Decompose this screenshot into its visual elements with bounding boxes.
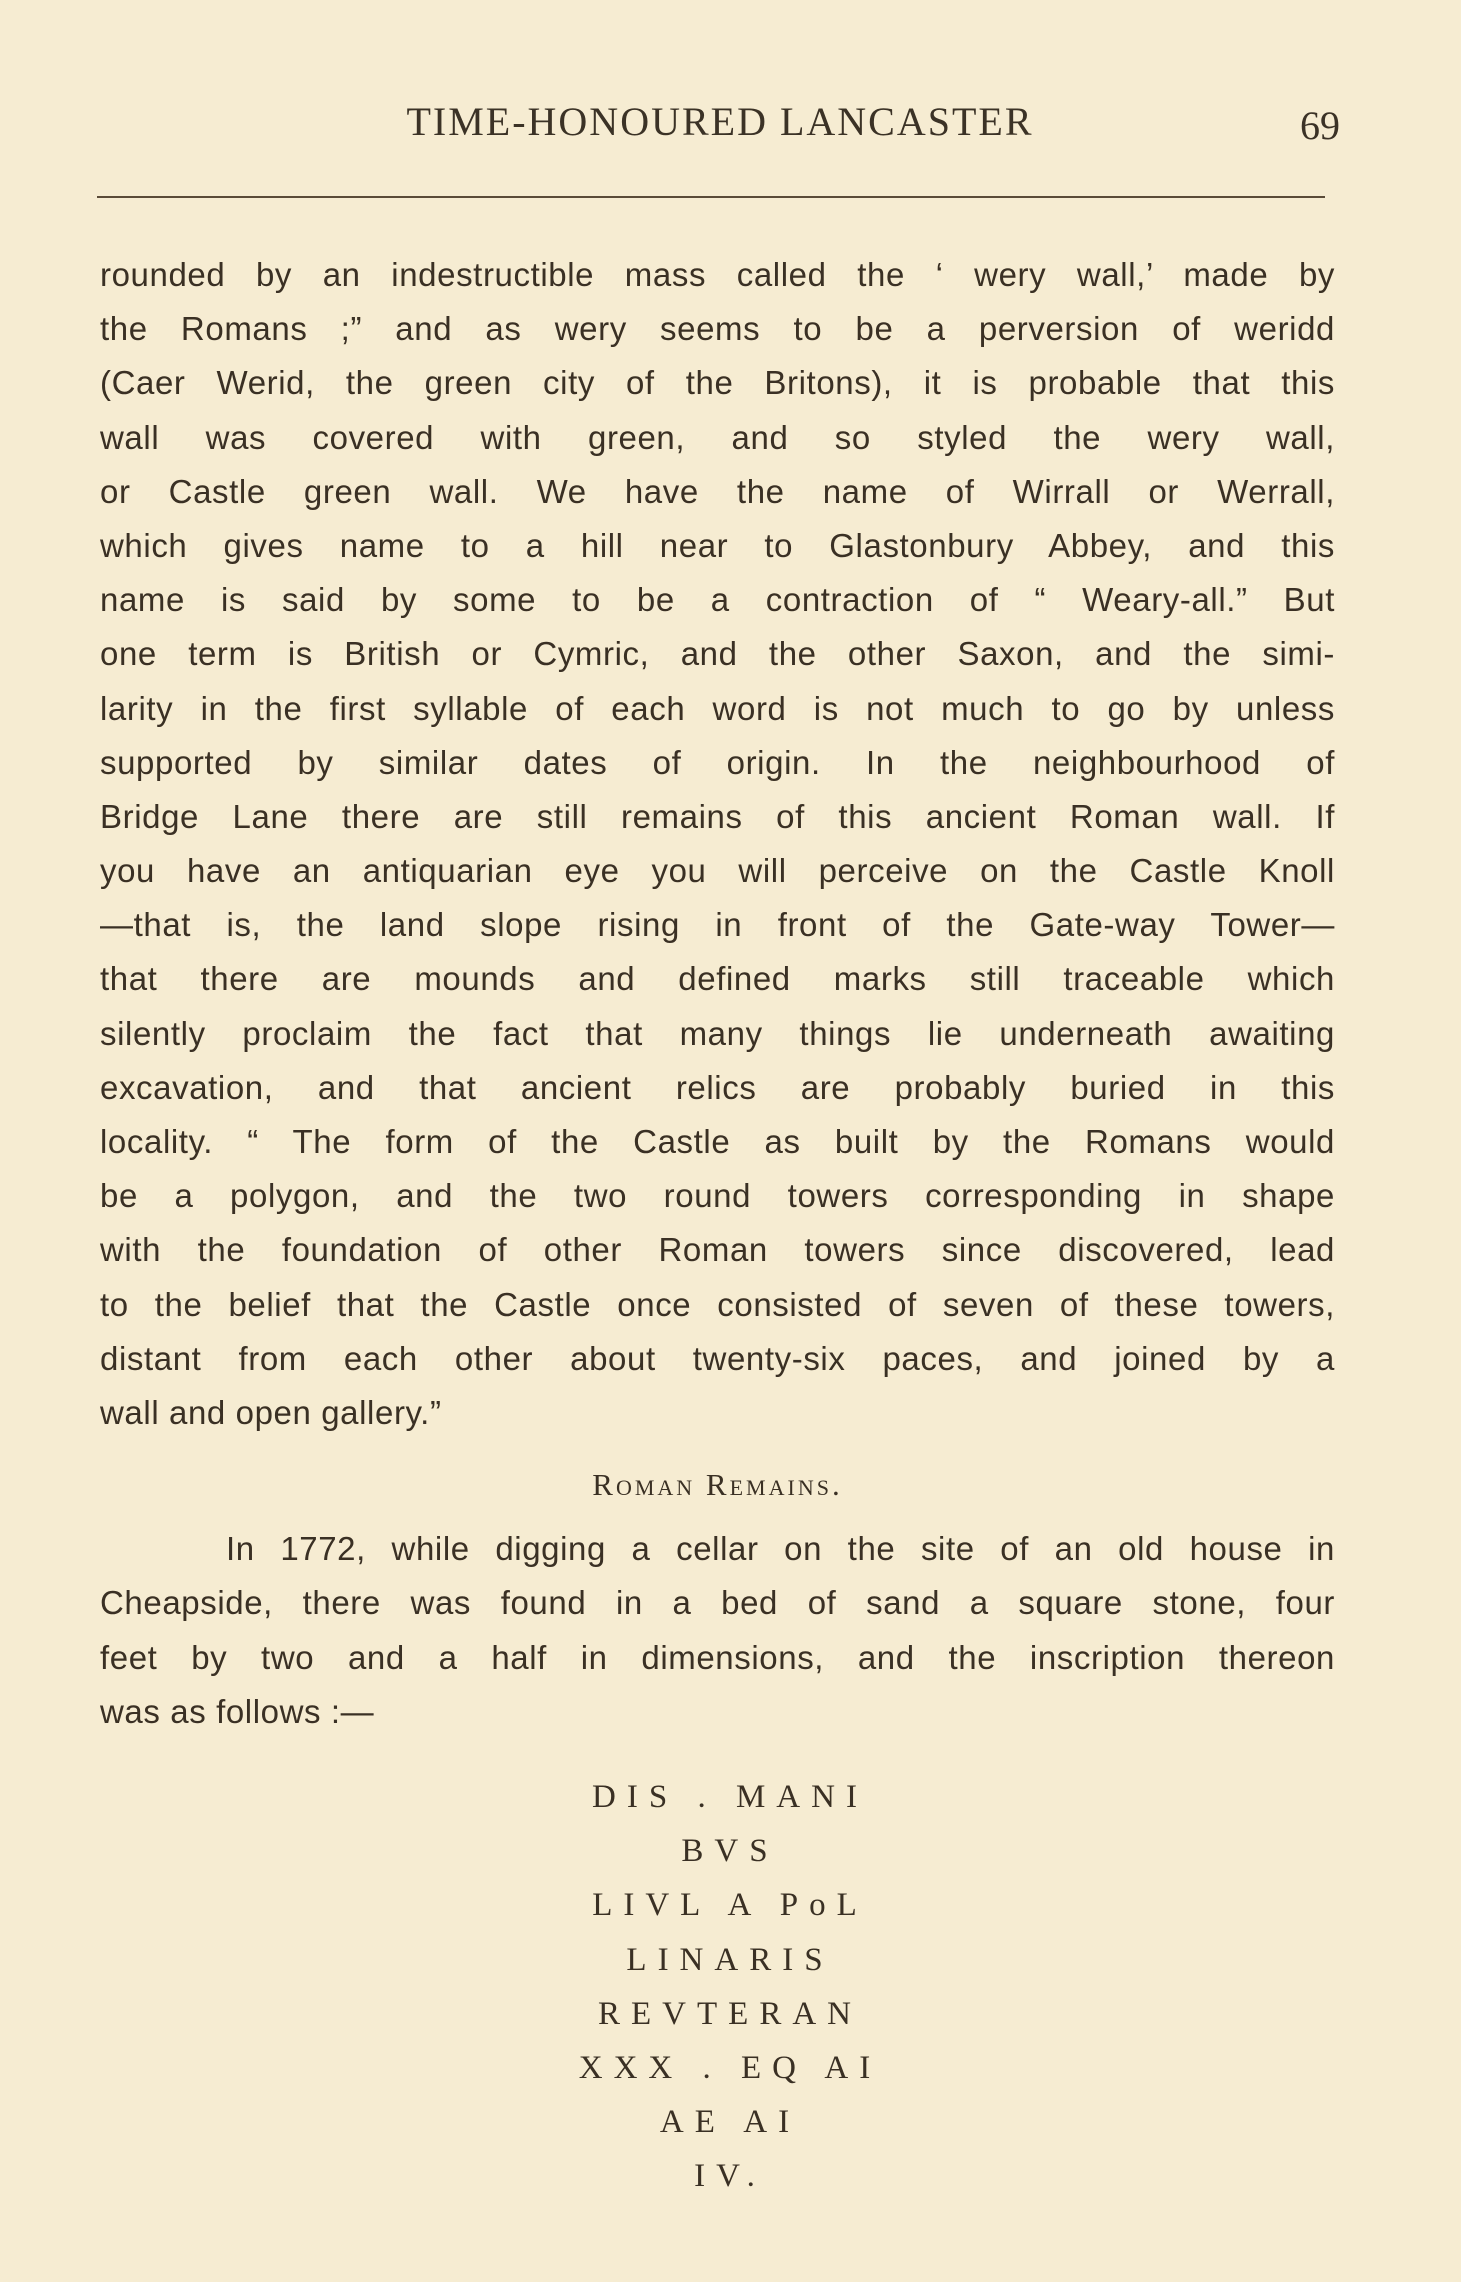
text-line: locality. “ The form of the Castle as built by the Romans would: [100, 1123, 1335, 1160]
running-title: TIME-HONOURED LANCASTER: [406, 99, 1034, 144]
paragraph-2: [100, 1522, 1335, 1739]
text-line: wall and open gallery.”: [100, 1393, 442, 1431]
text-line: supported by similar dates of origin. In the neighbourhood of: [100, 743, 1335, 781]
text-line: excavation, and that ancient relics are probably buried in this: [100, 1068, 1335, 1106]
paragraph-1: [100, 248, 1335, 1440]
text-line: wall was covered with green, and so styled the wery wall,: [100, 418, 1335, 456]
text-line: one term is British or Cymric, and the other Saxon, and the simi-: [100, 635, 1335, 673]
page-number: 69: [1300, 103, 1340, 148]
text-line: was as follows :—: [100, 1692, 375, 1730]
text-line: you have an antiquarian eye you will perceive on the Castle Knoll: [100, 852, 1335, 890]
text-line: —that is, the land slope rising in front of the Gate-way Tower—: [100, 906, 1335, 944]
inscription-line: DIS . MANI: [592, 1779, 868, 1815]
inscription-line: REVTERAN: [598, 1995, 862, 2032]
inscription-line: LIVL A PoL: [592, 1887, 868, 1924]
text-line: the Romans ;” and as wery seems to be a perversion of weridd: [100, 310, 1335, 348]
text-line: or Castle green wall. We have the name of Wirrall or Werrall,: [100, 472, 1335, 510]
text-line: which gives name to a hill near to Glastonbury Abbey, and this: [100, 526, 1335, 564]
inscription-line: BVS: [681, 1833, 779, 1870]
inscription-line: IV.: [694, 2158, 766, 2195]
inscription-line: XXX . EQ AI: [578, 2049, 882, 2086]
inscription-line: AE AI: [659, 2104, 801, 2141]
text-line: (Caer Werid, the green city of the Britons), it is probable that this: [100, 364, 1335, 402]
text-line: that there are mounds and defined marks still traceable which: [100, 960, 1335, 998]
roman-inscription: [440, 1770, 1020, 2204]
text-line: to the belief that the Castle once consisted of seven of these towers,: [100, 1285, 1335, 1323]
section-heading: Roman Remains.: [592, 1467, 843, 1503]
text-line: be a polygon, and the two round towers corresponding in shape: [100, 1177, 1335, 1215]
text-line: silently proclaim the fact that many things lie underneath awaiting: [100, 1014, 1335, 1052]
text-line: distant from each other about twenty-six paces, and joined by a: [100, 1339, 1335, 1377]
inscription-line: LINARIS: [626, 1941, 834, 1978]
header-rule: [97, 196, 1325, 198]
text-line: rounded by an indestructible mass called the ‘ wery wall,’ made by: [100, 256, 1335, 293]
body-text: [100, 248, 1335, 1739]
text-line: with the foundation of other Roman towers since discovered, lead: [100, 1231, 1335, 1269]
text-line: larity in the first syllable of each word is not much to go by unless: [100, 689, 1335, 727]
running-head: [100, 98, 1340, 148]
text-line: In 1772, while digging a cellar on the site of an old house in: [226, 1530, 1335, 1568]
text-line: Bridge Lane there are still remains of this ancient Roman wall. If: [100, 797, 1335, 835]
text-line: feet by two and a half in dimensions, and the inscription thereon: [100, 1638, 1335, 1676]
text-line: name is said by some to be a contraction of “ Weary-all.” But: [100, 581, 1335, 619]
text-line: Cheapside, there was found in a bed of sand a square stone, four: [100, 1584, 1335, 1622]
